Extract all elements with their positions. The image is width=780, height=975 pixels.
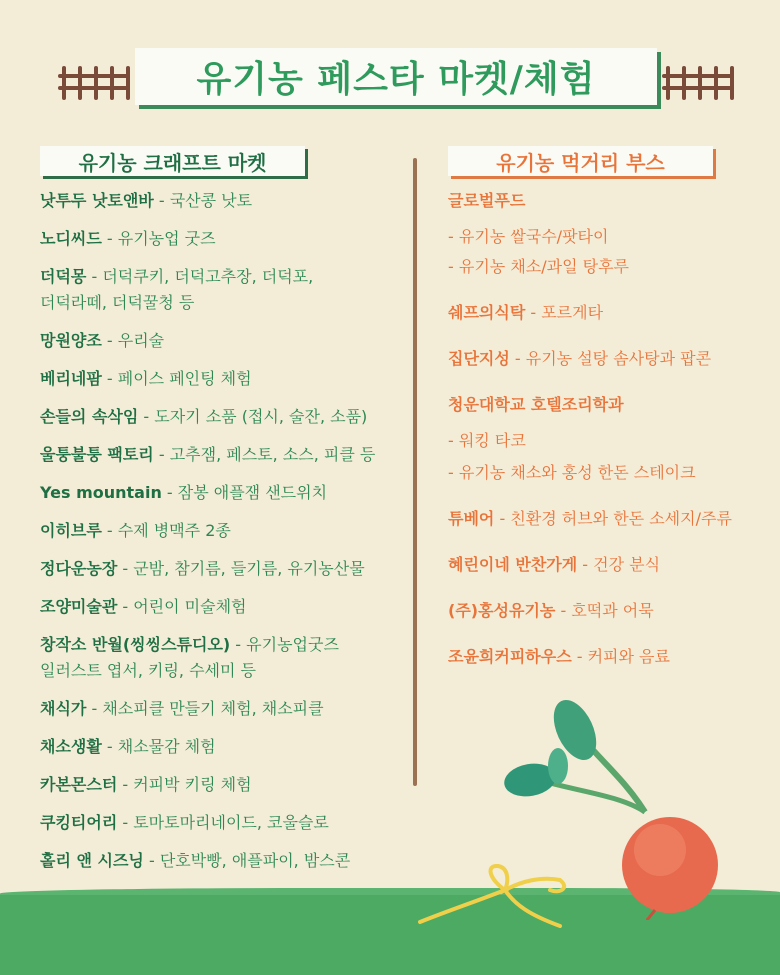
title-banner (135, 48, 657, 105)
section-heading-label: 유기농 크래프트 마켓 (78, 150, 267, 175)
vendor-name: 채식가 (40, 699, 87, 718)
vendor-name: 카본몬스터 (40, 775, 118, 794)
vendor-description: - 워킹 타코 (448, 431, 526, 450)
vendor-name: 망원양조 (40, 331, 102, 350)
column-divider (413, 158, 417, 786)
list-item (40, 329, 164, 353)
vendor-description: - 커피박 키링 체험 (117, 775, 252, 794)
vendor-name: 집단지성 (448, 349, 510, 368)
vendor-name: (주)홍성유기농 (448, 601, 556, 620)
list-item (40, 227, 216, 251)
vendor-name: 울퉁불퉁 팩토리 (40, 445, 154, 464)
list-item (448, 189, 525, 213)
vendor-name: 홀리 앤 시즈닝 (40, 851, 144, 870)
list-item (40, 849, 350, 873)
vendor-description: - 잠봉 애플잼 샌드위치 (161, 483, 328, 502)
list-item (40, 291, 194, 315)
vendor-name: 혜린이네 반찬가게 (448, 555, 578, 574)
list-item (40, 189, 252, 213)
list-item (448, 553, 660, 577)
vendor-name: 베리네팜 (40, 369, 102, 388)
list-item (40, 735, 216, 759)
vendor-name: Yes mountain (40, 483, 162, 502)
vendor-description: - 호떡과 어묵 (555, 601, 654, 620)
list-item (448, 255, 629, 279)
vendor-description: - 유기농업 굿즈 (101, 229, 216, 248)
vendor-name: 쿠킹티어리 (40, 813, 118, 832)
vendor-name: 손들의 속삭임 (40, 407, 139, 426)
vendor-description: - 포르게타 (525, 303, 604, 322)
fence-icon (58, 66, 130, 100)
vendor-description: - 우리술 (101, 331, 165, 350)
vendor-name: 창작소 반월(씽씽스튜디오) (40, 635, 231, 654)
vendor-description: - 도자기 소품 (접시, 술잔, 소품) (138, 407, 368, 426)
list-item (40, 557, 365, 581)
list-item (40, 659, 256, 683)
vendor-description: - 채소피클 만들기 체험, 채소피클 (86, 699, 324, 718)
vendor-name: 채소생활 (40, 737, 102, 756)
list-item (40, 481, 327, 505)
vendor-description: - 유기농 쌀국수/팟타이 (448, 227, 609, 246)
page-title: 유기농 페스타 마켓/체험 (196, 59, 596, 100)
list-item (448, 393, 624, 417)
list-item (40, 405, 367, 429)
vendor-description: 더덕라떼, 더덕꿀청 등 (40, 293, 195, 312)
list-item (40, 595, 247, 619)
list-item (40, 633, 339, 657)
section-heading-food-booth (448, 146, 713, 176)
vendor-name: 튜베어 (448, 509, 495, 528)
vendor-description: - 건강 분식 (577, 555, 661, 574)
list-item (40, 367, 252, 391)
vendor-description: - 단호박빵, 애플파이, 밤스콘 (143, 851, 351, 870)
list-item (448, 645, 670, 669)
vendor-description: - 유기농업굿즈 (230, 635, 339, 654)
vendor-name: 글로벌푸드 (448, 191, 526, 210)
list-item (448, 225, 608, 249)
vendor-name: 쉐프의식탁 (448, 303, 526, 322)
vendor-description: - 토마토마리네이드, 코울슬로 (117, 813, 329, 832)
vendor-name: 청운대학교 호텔조리학과 (448, 395, 624, 414)
vendor-description: - 채소물감 체험 (101, 737, 216, 756)
vendor-name: 이히브루 (40, 521, 102, 540)
list-item (40, 443, 375, 467)
list-item (40, 811, 329, 835)
vendor-description: - 커피와 음료 (571, 647, 670, 666)
vendor-description: - 어린이 미술체험 (117, 597, 247, 616)
vendor-description: - 수제 병맥주 2종 (101, 521, 231, 540)
beet-icon (500, 700, 740, 920)
vendor-name: 조양미술관 (40, 597, 118, 616)
list-item (40, 697, 324, 721)
vendor-name: 조윤희커피하우스 (448, 647, 572, 666)
vendor-name: 더덕몽 (40, 267, 87, 286)
list-item (448, 347, 711, 371)
vendor-description: - 친환경 허브와 한돈 소세지/주류 (494, 509, 732, 528)
section-heading-label: 유기농 먹거리 부스 (496, 150, 665, 175)
list-item (40, 773, 252, 797)
vendor-name: 낫투두 낫토앤바 (40, 191, 154, 210)
vendor-description: - 유기농 설탕 솜사탕과 팝콘 (509, 349, 712, 368)
list-item (40, 265, 313, 289)
list-item (448, 301, 603, 325)
vendor-description: - 유기농 채소/과일 탕후루 (448, 257, 629, 276)
vendor-description: - 고추잼, 페스토, 소스, 피클 등 (153, 445, 376, 464)
fence-icon (662, 66, 734, 100)
vendor-description: - 국산콩 낫토 (153, 191, 253, 210)
vendor-description: - 페이스 페인팅 체험 (101, 369, 252, 388)
vendor-description: - 더덕쿠키, 더덕고추장, 더덕포, (86, 267, 314, 286)
vendor-description: 일러스트 엽서, 키링, 수세미 등 (40, 661, 256, 680)
list-item (448, 507, 732, 531)
list-item (448, 429, 526, 453)
vendor-description: - 군밤, 참기름, 들기름, 유기농산물 (117, 559, 365, 578)
vendor-name: 노디씨드 (40, 229, 102, 248)
list-item (448, 599, 654, 623)
vendor-description: - 유기농 채소와 홍성 한돈 스테이크 (448, 463, 696, 482)
vendor-name: 정다운농장 (40, 559, 118, 578)
list-item (40, 519, 231, 543)
list-item (448, 461, 696, 485)
section-heading-craft-market (40, 146, 305, 176)
